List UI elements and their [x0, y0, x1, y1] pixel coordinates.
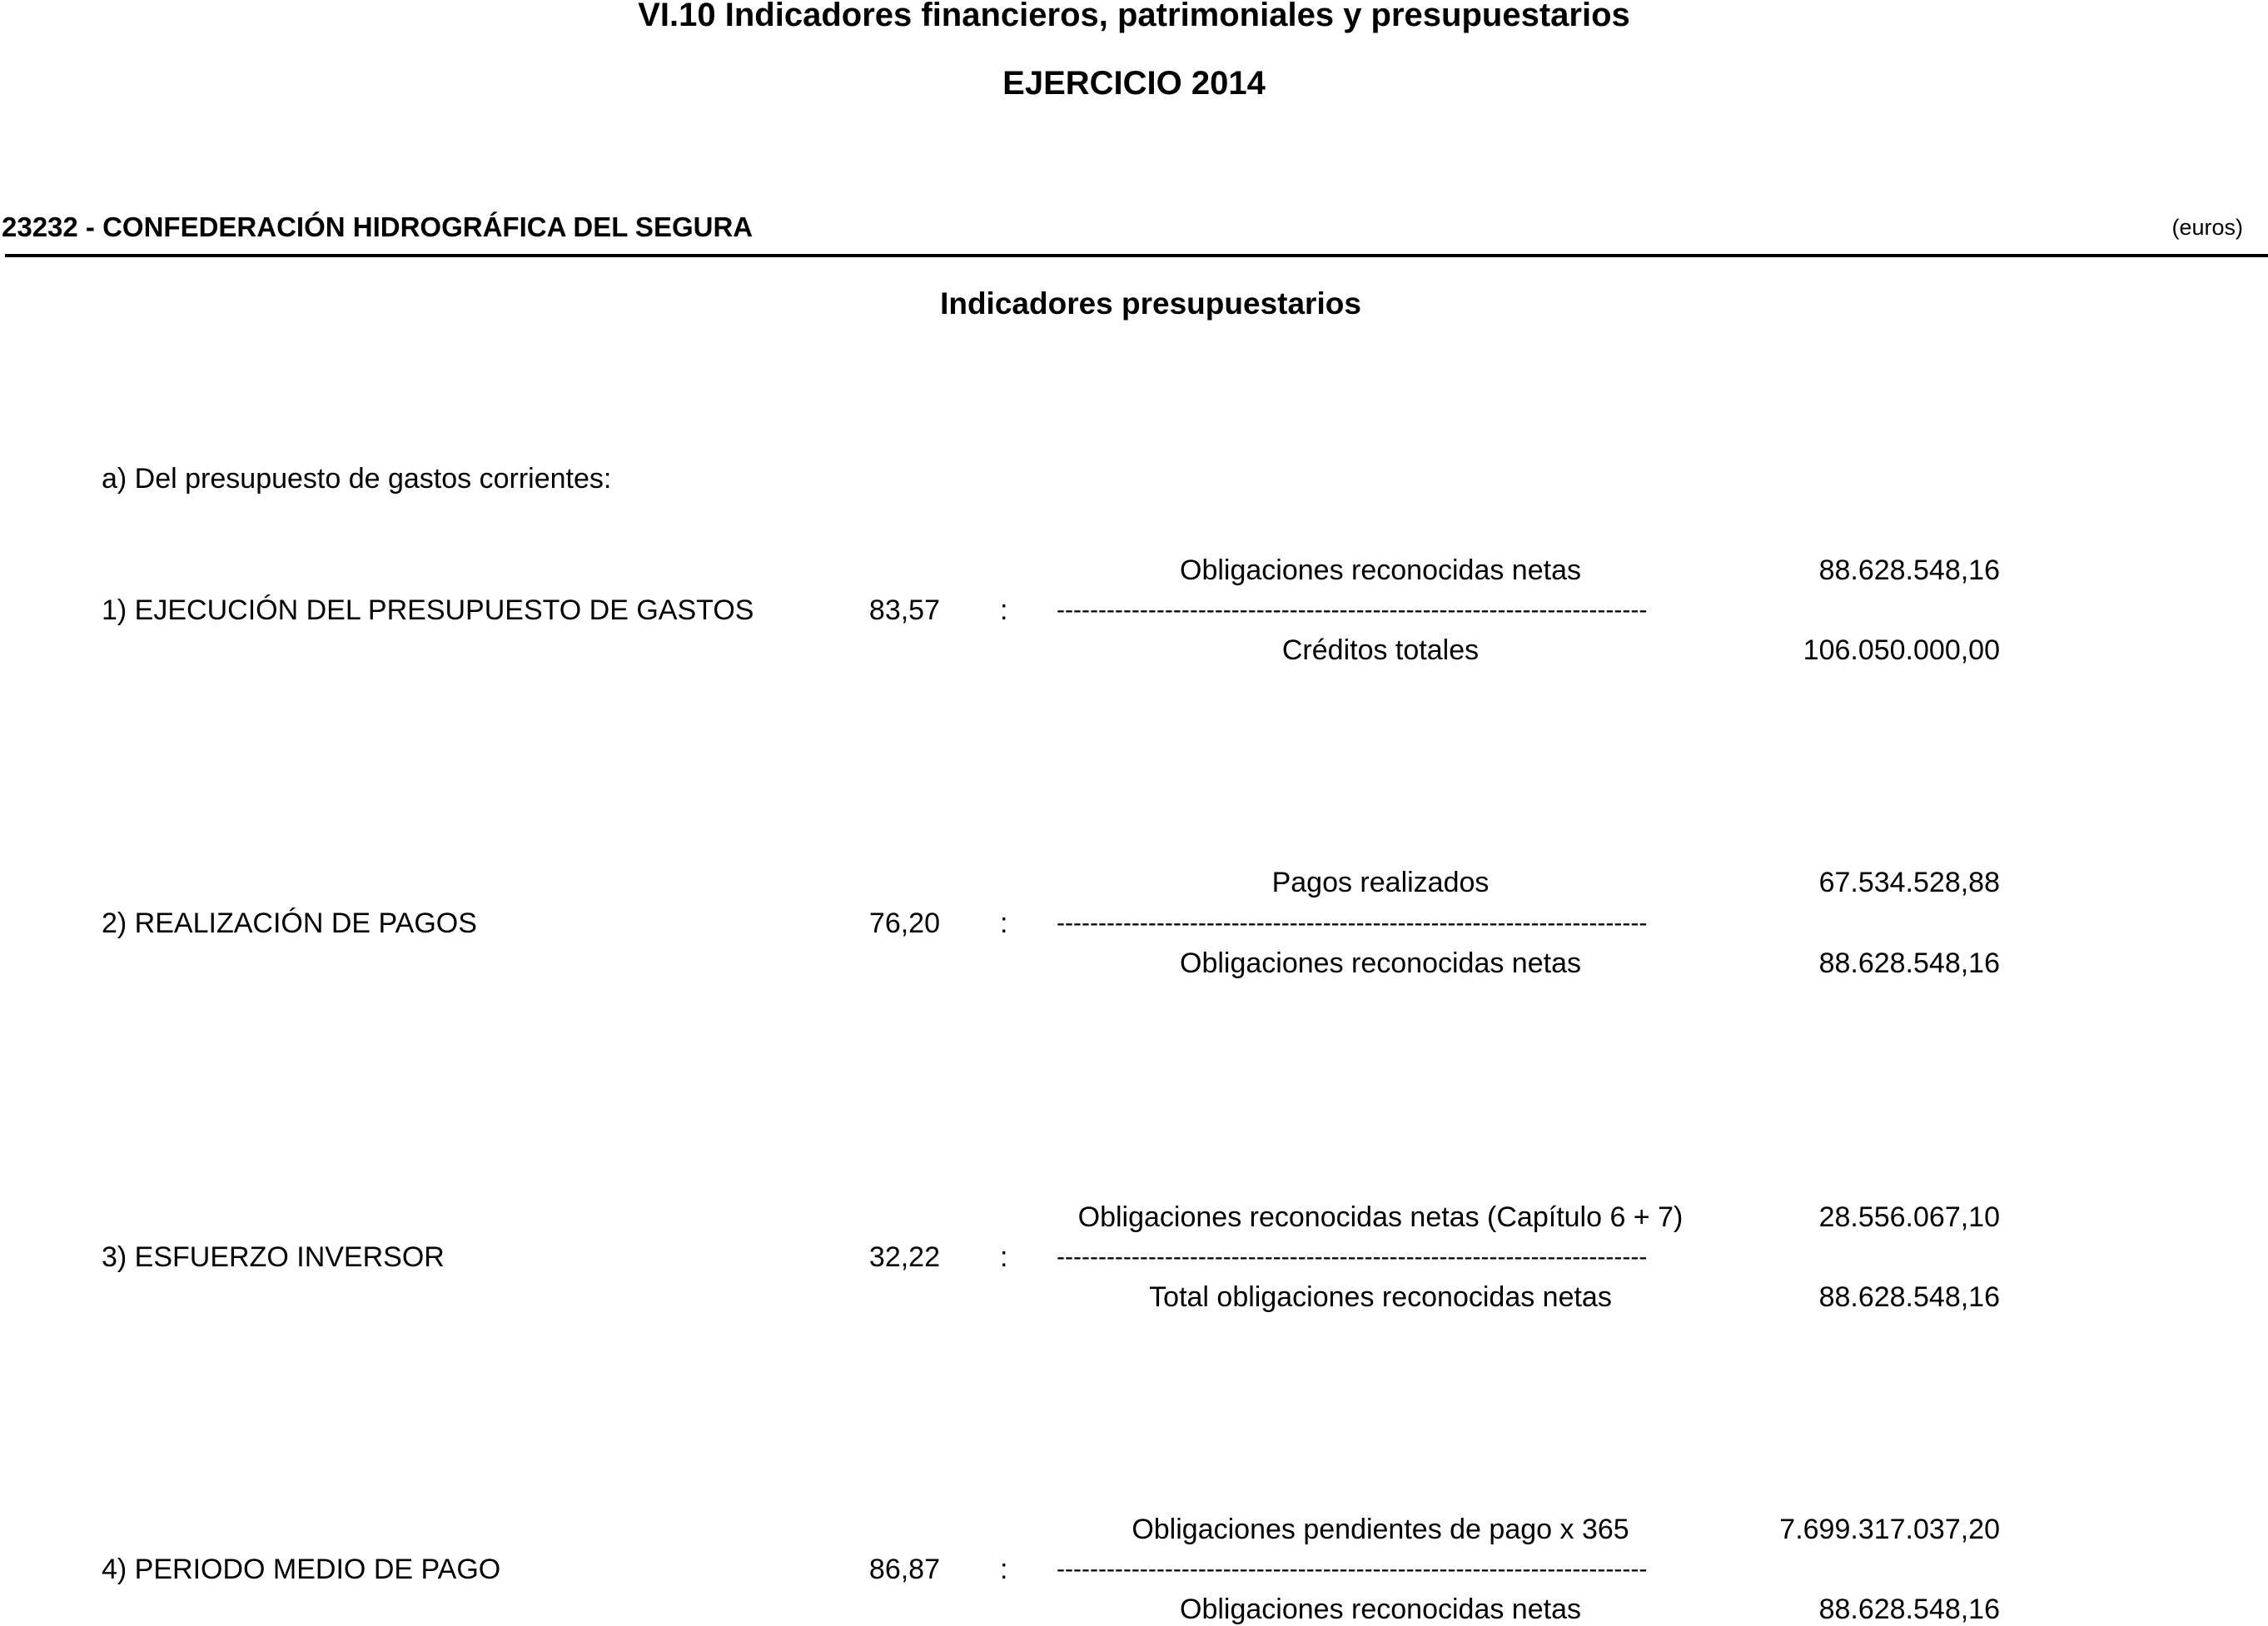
indicator-value: 32,22 [868, 1241, 940, 1273]
header-divider [5, 254, 2268, 257]
fiscal-year-heading: EJERCICIO 2014 [1002, 65, 1266, 102]
fraction-line: ----------------------------------------------------------------------- [1057, 909, 1648, 937]
separator-colon: : [1000, 1241, 1008, 1273]
indicator-label: 2) REALIZACIÓN DE PAGOS [102, 907, 477, 939]
subheading: a) Del presupuesto de gastos corrientes: [102, 463, 612, 495]
section-title: Indicadores presupuestarios [940, 286, 1361, 321]
fraction-line: ----------------------------------------------------------------------- [1057, 1243, 1648, 1270]
denominator-label: Total obligaciones reconocidas netas [1149, 1281, 1612, 1313]
separator-colon: : [1000, 907, 1008, 939]
denominator-label: Obligaciones reconocidas netas [1180, 1594, 1581, 1625]
numerator-label: Pagos realizados [1271, 867, 1490, 898]
denominator-value: 106.050.000,00 [1803, 634, 2000, 666]
page-title: VI.10 Indicadores financieros, patrimoniales y presupuestarios [638, 0, 1630, 33]
numerator-label: Obligaciones pendientes de pago x 365 [1132, 1514, 1629, 1545]
denominator-value: 88.628.548,16 [1818, 1594, 2000, 1625]
fraction-line: ----------------------------------------------------------------------- [1057, 1555, 1648, 1583]
numerator-value: 67.534.528,88 [1818, 867, 2000, 898]
indicator-value: 83,57 [868, 594, 940, 626]
indicator-label: 1) EJECUCIÓN DEL PRESUPUESTO DE GASTOS [102, 594, 754, 626]
denominator-label: Créditos totales [1281, 634, 1480, 666]
indicator-label: 3) ESFUERZO INVERSOR [102, 1241, 445, 1273]
numerator-value: 7.699.317.037,20 [1779, 1514, 2000, 1545]
indicator-value: 86,87 [868, 1554, 940, 1585]
denominator-label: Obligaciones reconocidas netas [1180, 947, 1581, 979]
entity-heading: 23232 - CONFEDERACIÓN HIDROGRÁFICA DEL SEGURA [2, 211, 754, 242]
denominator-value: 88.628.548,16 [1818, 1281, 2000, 1313]
numerator-value: 28.556.067,10 [1818, 1201, 2000, 1233]
numerator-value: 88.628.548,16 [1818, 554, 2000, 586]
numerator-label: Obligaciones reconocidas netas (Capítulo 6 + 7) [1077, 1201, 1684, 1233]
numerator-label: Obligaciones reconocidas netas [1180, 554, 1581, 586]
currency-units: (euros) [2171, 215, 2243, 240]
denominator-value: 88.628.548,16 [1818, 947, 2000, 979]
separator-colon: : [1000, 1554, 1008, 1585]
separator-colon: : [1000, 594, 1008, 626]
fraction-line: ----------------------------------------------------------------------- [1057, 596, 1648, 624]
indicator-label: 4) PERIODO MEDIO DE PAGO [102, 1554, 501, 1585]
indicator-value: 76,20 [868, 907, 940, 939]
